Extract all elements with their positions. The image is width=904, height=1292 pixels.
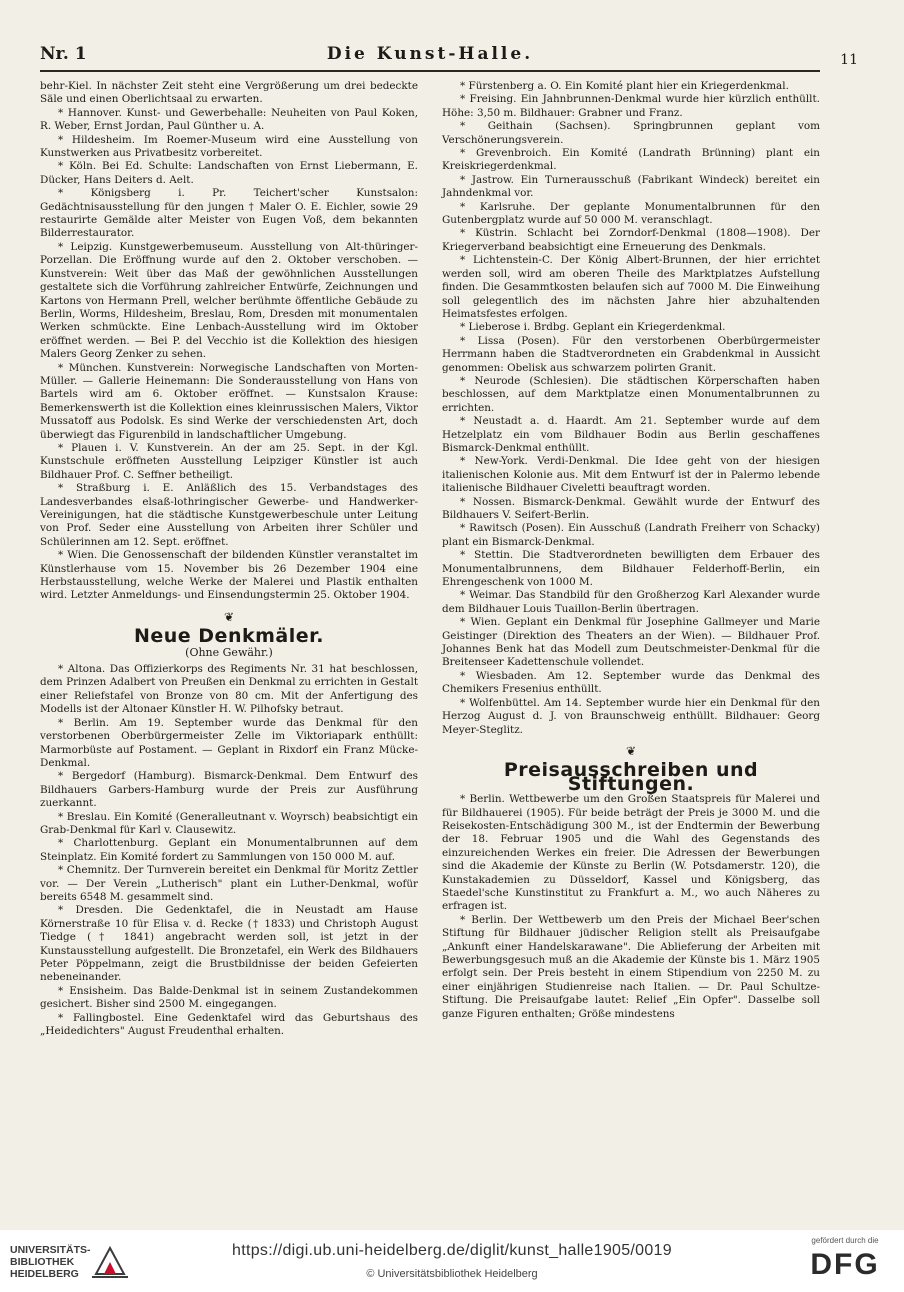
paragraph: * Weimar. Das Standbild für den Großherzog Karl Alexander wurde dem Bildhauer Louis Tuaillon-Berlin übertragen. <box>442 589 820 615</box>
paragraph: * Wiesbaden. Am 12. September wurde das Denkmal des Chemikers Fresenius enthüllt. <box>442 669 820 696</box>
paragraph: * München. Kunstverein: Norwegische Landschaften von Morten-Müller. — Gallerie Heinemann: Die Sonderausstellung von Hans von Bartels wird am 6. Oktober eröffnet. — Kunstsalon Krause: Bemerkenswerth ist die Kollektion eines kleinrussischen Malers, Viktor Mussatoff aus Podolsk. Es sind Werke der verschiedensten Art, doch überwiegt das Figurenbild in landschaftlicher Umgebung. <box>40 361 418 441</box>
paragraph: * Lieberose i. Brdbg. Geplant ein Kriegerdenkmal. <box>460 321 726 334</box>
paragraph: * Charlottenburg. Geplant ein Monumentalbrunnen auf dem Steinplatz. Ein Komité fordert zu Sammlungen von 150 000 M. auf. <box>40 837 418 863</box>
paragraph: * Wien. Geplant ein Denkmal für Josephine Gallmeyer und Marie Geistinger (Direktion des Theaters an der Wien). — Bildhauer Prof. Johannes Benk hat das Modell zum Deutschmeister-Denkmal für die Breitenseer Kadettenschule vollendet. <box>442 616 820 669</box>
paragraph: * Berlin. Der Wettbewerb um den Preis der Michael Beer'schen Stiftung für Bildhauer jüdischer Religion stellt als Preisaufgabe „Ankunft einer Handelskarawane". Die Ablieferung der Arbeiten mit Bewerbungsgesuch muß an die Akademie der Künste bis 1. März 1905 erfolgt sein. Der Preis besteht in einem Stipendium von 2250 M. zu einer einjährigen Studienreise nach Italien. — Dr. Paul Schultze-Stiftung. Die Preisaufgabe lautet: Relief „Ein Opfer". Dasselbe soll ganze Figuren enthalten; Größe mindestens <box>442 913 820 1020</box>
section-heading-prizes: Preisausschreiben und Stiftungen. <box>503 759 759 795</box>
paragraph: * Nossen. Bismarck-Denkmal. Gewählt wurde der Entwurf des Bildhauers V. Seifert-Berlin. <box>442 495 820 521</box>
paragraph: * Grevenbroich. Ein Komité (Landrath Brünning) plant ein Kreiskriegerdenkmal. <box>442 147 820 173</box>
paragraph: * Hannover. Kunst- und Gewerbehalle: Neuheiten von Paul Koken, R. Weber, Ernst Jordan, Paul Günther u. A. <box>40 106 418 133</box>
paragraph: * Stettin. Die Stadtverordneten bewilligten dem Erbauer des Monumentalbrunnens, dem Bildhauer Felderhoff-Berlin, ein Ehrengeschenk von 1000 M. <box>442 549 820 589</box>
paragraph: * Fallingbostel. Eine Gedenktafel wird das Geburtshaus des „Heidedichters" August Freudenthal erhalten. <box>40 1011 418 1038</box>
paragraph: * Küstrin. Schlacht bei Zorndorf-Denkmal (1808—1908). Der Kriegerverband beabsichtigt eine Erneuerung des Denkmals. <box>442 227 820 253</box>
copyright-note: © Universitätsbibliothek Heidelberg <box>366 1268 538 1280</box>
digitization-footer <box>0 1230 904 1292</box>
paragraph: * Dresden. Die Gedenktafel, die in Neustadt am Hause Körnerstraße 10 für Elisa v. d. Recke († 1833) und Christoph August Tiedge († 1841) angebracht werden soll, ist jetzt in der Kunstausstellung aufgestellt. Die Bronzetafel, ein Werk des Bildhauers Peter Pöppelmann, zeigt die Brustbildnisse der beiden Gefeierten nebeneinander. <box>40 904 418 984</box>
page-number: 11 <box>840 52 858 68</box>
library-name: UNIVERSITÄTS- BIBLIOTHEK HEIDELBERG <box>10 1244 91 1280</box>
running-header <box>40 42 858 68</box>
paragraph: * Berlin. Am 19. September wurde das Denkmal für den verstorbenen Oberbürgermeister Zelle im Viktoriapark enthüllt: Marmorbüste auf Postament. — Geplant in Rixdorf ein Franz Mücke-Denkmal. <box>40 716 418 769</box>
paragraph: * Neustadt a. d. Haardt. Am 21. September wurde auf dem Hetzelplatz ein vom Bildhauer Bodin aus Berlin geschaffenes Bismarck-Denkmal enthüllt. <box>442 415 820 454</box>
ornament-icon: ❦ <box>625 743 637 758</box>
funding-note: gefördert durch die <box>811 1236 879 1245</box>
paragraph: * Freising. Ein Jahnbrunnen-Denkmal wurde hier kürzlich enthüllt. Höhe: 3,50 m. Bildhauer: Grabner und Franz. <box>442 93 820 119</box>
paragraph: * Altona. Das Offizierkorps des Regiments Nr. 31 hat beschlossen, dem Prinzen Adalbert von Preußen ein Denkmal zu errichten in Gestalt einer Reliefstafel von Bronze von 80 cm. Mit der Anfertigung des Modells ist der Altonaer Künstler H. W. Pilhofsky betraut. <box>40 663 418 716</box>
paragraph: * Geithain (Sachsen). Springbrunnen geplant vom Verschönerungsverein. <box>442 120 820 146</box>
dfg-logo[interactable]: DFG <box>810 1248 880 1281</box>
paragraph: * Plauen i. V. Kunstverein. An der am 25. Sept. in der Kgl. Kunstschule eröffneten Ausstellung Leipziger Künstler ist auch Bildhauer Prof. C. Seffner betheiligt. <box>40 441 418 481</box>
paragraph: * Leipzig. Kunstgewerbemuseum. Ausstellung von Alt-thüringer-Porzellan. Die Eröffnung wurde auf den 2. Oktober verschoben. — Kunstverein: Weit über das Maß der gewöhnlichen Ausstellungen gestaltete sich die Vorführung zahlreicher Entwürfe, Zeichnungen und Kartons von Hermann Prell, welcher berühmte öffentliche Gebäude zu Berlin, Worms, Hildesheim, Breslau, Rom, Dresden mit monumentalen Werken schmückte. Eine Lenbach-Ausstellung wird im Oktober eröffnet werden. — Bei P. del Vecchio ist die Kollektion des hiesigen Malers Georg Zenker zu sehen. <box>40 240 418 361</box>
paragraph: * Lichtenstein-C. Der König Albert-Brunnen, der hier errichtet werden soll, wird am oberen Theile des Marktplatzes Aufstellung finden. Die Gesammtkosten belaufen sich auf 7000 M. Die Einweihung soll gelegentlich des im nächsten Jahre hier abzuhaltenden Heimatsfestes erfolgen. <box>442 254 820 320</box>
header-rule <box>40 70 820 72</box>
paragraph: * Königsberg i. Pr. Teichert'scher Kunstsalon: Gedächtnisausstellung für den jungen † Maler O. E. Eichler, sowie 29 restaurirte Gemälde alter Meister von Eugen Voß, dem bekannten Bilderrestaurator. <box>40 187 418 240</box>
paragraph: * Bergedorf (Hamburg). Bismarck-Denkmal. Dem Entwurf des Bildhauers Garbers-Hamburg wurde der Preis zur Ausführung zuerkannt. <box>40 770 418 810</box>
paragraph: * Neurode (Schlesien). Die städtischen Körperschaften haben beschlossen, auf dem Marktplatze einen Monumentalbrunnen zu errichten. <box>442 374 820 414</box>
paragraph: * Köln. Bei Ed. Schulte: Landschaften von Ernst Liebermann, E. Dücker, Hans Deiters d. Aelt. <box>40 160 418 186</box>
paragraph: * Chemnitz. Der Turnverein bereitet ein Denkmal für Moritz Zettler vor. — Der Verein „Lutherisch" plant ein Luther-Denkmal, wofür bereits 6548 M. gesammelt sind. <box>40 864 418 903</box>
paragraph: * Rawitsch (Posen). Ein Ausschuß (Landrath Freiherr von Schacky) plant ein Bismarck-Denkmal. <box>442 522 820 548</box>
right-column <box>442 80 820 1021</box>
ornament-icon: ❦ <box>223 609 235 624</box>
paragraph: * Breslau. Ein Komité (Generalleutnant v. Woyrsch) beabsichtigt ein Grab-Denkmal für Karl v. Clausewitz. <box>40 810 418 836</box>
paragraph: * Fürstenberg a. O. Ein Komité plant hier ein Kriegerdenkmal. <box>460 80 789 92</box>
paragraph: behr-Kiel. In nächster Zeit steht eine Vergrößerung um drei bedeckte Säle und einen Oberlichtsaal zu erwarten. <box>40 80 418 106</box>
section-subheading: (Ohne Gewähr.) <box>185 645 273 659</box>
paragraph: * Karlsruhe. Der geplante Monumentalbrunnen für den Gutenbergplatz wurde auf 50 000 M. veranschlagt. <box>442 200 820 227</box>
issue-number: Nr. 1 <box>40 44 87 64</box>
section-heading-monuments: Neue Denkmäler. <box>133 625 325 648</box>
permalink-url[interactable]: https://digi.ub.uni-heidelberg.de/diglit/kunst_halle1905/0019 <box>232 1242 672 1259</box>
paragraph: * New-York. Verdi-Denkmal. Die Idee geht von der hiesigen italienischen Kolonie aus. Mit dem Entwurf ist der in Palermo lebende italienische Bildhauer Civeletti beauftragt worden. <box>442 455 820 495</box>
paragraph: * Ensisheim. Das Balde-Denkmal ist in seinem Zustandekommen gesichert. Bisher sind 2500 M. eingegangen. <box>40 984 418 1011</box>
paragraph: * Lissa (Posen). Für den verstorbenen Oberbürgermeister Herrmann haben die Stadtverordneten ein Grabdenkmal in Aussicht genommen: Obelisk aus schwarzem polirten Granit. <box>442 334 820 374</box>
journal-title: Die Kunst-Halle. <box>326 44 534 64</box>
paragraph: * Straßburg i. E. Anläßlich des 15. Verbandstages des Landesverbandes elsaß-lothringischer Gewerbe- und Handwerker-Vereinigungen, hat die städtische Kunstgewerbeschule unter Leitung von Prof. Seder eine Ausstellung von Arbeiten ihrer Schüler und Schülerinnen am 12. Sept. eröffnet. <box>40 482 418 548</box>
left-column <box>40 80 418 1038</box>
paragraph: * Hildesheim. Im Roemer-Museum wird eine Ausstellung von Kunstwerken aus Privatbesitz vorbereitet. <box>40 133 418 160</box>
paragraph: * Jastrow. Ein Turnerausschuß (Fabrikant Windeck) bereitet ein Jahndenkmal vor. <box>442 173 820 200</box>
paragraph: * Wolfenbüttel. Am 14. September wurde hier ein Denkmal für den Herzog August d. J. von Braunschweig enthüllt. Bildhauer: Georg Meyer-Steglitz. <box>442 696 820 736</box>
paragraph: * Berlin. Wettbewerbe um den Großen Staatspreis für Malerei und für Bildhauerei (1905). Für beide beträgt der Preis je 3000 M. und die Reisekosten-Entschädigung 300 M., ist der Endtermin der Bewerbung der 18. Februar 1905 und die Wahl des Gegenstands des einzureichenden Werkes ein freier. Die Adressen der Bewerbungen sind die Akademie der Künste zu Berlin (W. Potsdamerstr. 120), die Kunstakademien zu Düsseldorf, Kassel und Königsberg, das Staedel'sche Kunstinstitut zu Frankfurt a. M., wo auch Näheres zu erfragen ist. <box>442 793 820 913</box>
paragraph: * Wien. Die Genossenschaft der bildenden Künstler veranstaltet im Künstlerhause vom 15. November bis 26 Dezember 1904 eine Herbstausstellung, welche Werke der Malerei und Plastik enthalten wird. Letzter Anmeldungs- und Einsendungstermin 25. Oktober 1904. <box>40 549 418 602</box>
